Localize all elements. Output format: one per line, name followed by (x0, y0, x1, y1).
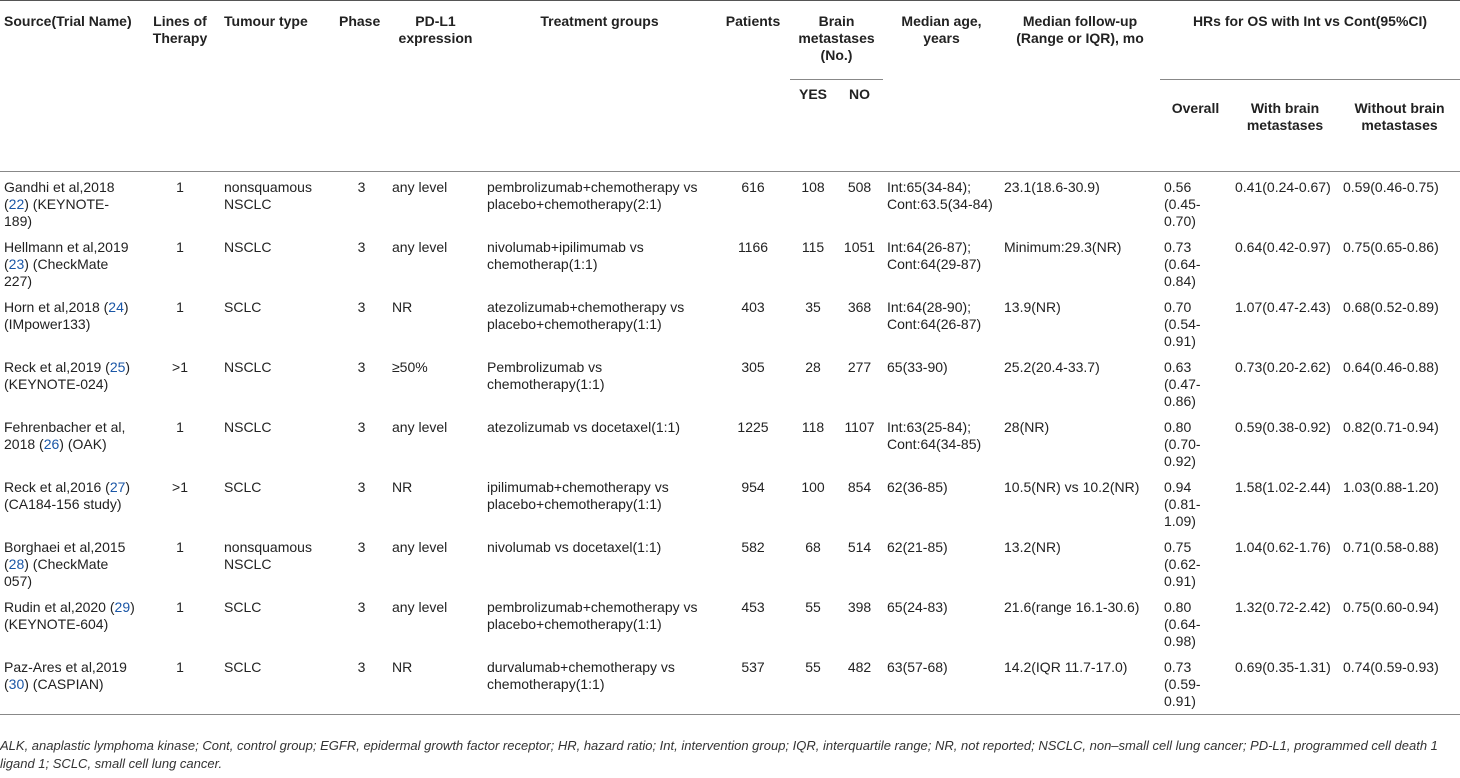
header-brain-mets: Brain metastases (No.) (790, 1, 883, 80)
cell-patients: 616 (716, 172, 790, 232)
cell-tumour: SCLC (224, 598, 262, 615)
cell-phase: 3 (357, 598, 366, 615)
cell-no: 398 (847, 598, 872, 615)
cell-pdl1: any level (388, 172, 483, 232)
cell-tumour: SCLC (224, 298, 262, 315)
cell-patients: 537 (716, 652, 790, 715)
reference-link[interactable]: 27 (109, 478, 126, 495)
header-phase: Phase (335, 1, 388, 172)
cell-patients: 954 (741, 478, 765, 495)
cell-pdl1: any level (392, 418, 448, 435)
cell-tumour: SCLC (220, 652, 335, 715)
cell-overall: 0.94 (0.81-1.09) (1164, 478, 1201, 529)
cell-age: Int:65(34-84); Cont:63.5(34-84) (883, 172, 1000, 232)
trial-name: ) (KEYNOTE-024) (4, 358, 131, 392)
cell-phase: 3 (357, 418, 366, 435)
reference-link[interactable]: 23 (8, 255, 25, 272)
cell-no: 508 (836, 172, 883, 232)
cell-no: 1051 (843, 238, 876, 255)
cell-tumour: SCLC (224, 478, 262, 495)
cell-followup: 28(NR) (1004, 418, 1050, 435)
header-lines: Lines of Therapy (140, 1, 220, 172)
cell-followup: 14.2(IQR 11.7-17.0) (1000, 652, 1160, 715)
cell-lines: 1 (176, 598, 184, 615)
header-no: NO (836, 80, 883, 117)
cell-without-bm: 0.82(0.71-0.94) (1343, 418, 1439, 435)
cell-patients: 1166 (737, 238, 769, 255)
trial-name: ) (OAK) (59, 435, 107, 452)
cell-without-bm: 1.03(0.88-1.20) (1343, 478, 1439, 495)
cell-lines: >1 (172, 478, 188, 495)
cell-treatment: atezolizumab+chemotherapy vs placebo+chemotherapy(1:1) (487, 298, 685, 332)
cell-source (0, 592, 140, 652)
cell-overall: 0.80 (0.64-0.98) (1164, 598, 1201, 649)
reference-link[interactable]: 29 (114, 598, 131, 615)
trial-name: ) (CA184-156 study) (4, 478, 131, 512)
cell-treatment: nivolumab vs docetaxel(1:1) (487, 538, 662, 555)
header-pdl1: PD-L1 expression (388, 1, 483, 172)
cell-age: 65(24-83) (887, 598, 948, 615)
cell-overall: 0.75 (0.62-0.91) (1164, 538, 1201, 589)
cell-source (0, 292, 140, 352)
header-source: Source(Trial Name) (0, 1, 140, 172)
cell-age: 62(36-85) (887, 478, 948, 495)
cell-without-bm: 0.59(0.46-0.75) (1339, 172, 1460, 232)
cell-phase: 3 (357, 478, 366, 495)
cell-tumour: NSCLC (224, 358, 272, 375)
cell-age: 62(21-85) (887, 538, 948, 555)
cell-with-bm: 1.32(0.72-2.42) (1235, 598, 1331, 615)
cell-phase: 3 (335, 652, 388, 715)
cell-with-bm: 1.58(1.02-2.44) (1235, 478, 1331, 495)
cell-followup: Minimum:29.3(NR) (1004, 238, 1122, 255)
cell-no: 482 (836, 652, 883, 715)
cell-without-bm: 0.74(0.59-0.93) (1339, 652, 1460, 715)
cell-pdl1: any level (392, 238, 448, 255)
header-row (0, 1, 1460, 80)
cell-yes: 118 (801, 418, 825, 435)
reference-link[interactable]: 25 (109, 358, 126, 375)
reference-link[interactable]: 28 (8, 555, 25, 572)
footnote: ALK, anaplastic lymphoma kinase; Cont, control group; EGFR, epidermal growth factor receptor; HR, hazard ratio; Int, intervention group; IQR, interquartile range; NR, not reported; NSCLC, non–small cell lung cancer; PD-L1, programmed cell death 1 ligand 1; SCLC, small cell lung cancer. (0, 738, 1438, 771)
cell-patients: 453 (741, 598, 765, 615)
source-text: Reck et al,2019 ( (4, 358, 110, 375)
cell-pdl1: any level (392, 538, 448, 555)
cell-with-bm: 0.59(0.38-0.92) (1235, 418, 1331, 435)
cell-yes: 68 (805, 538, 821, 555)
cell-yes: 115 (801, 238, 825, 255)
cell-without-bm: 0.64(0.46-0.88) (1343, 358, 1439, 375)
cell-patients: 305 (741, 358, 765, 375)
cell-phase: 3 (357, 538, 366, 555)
table-body (0, 172, 1460, 715)
cell-treatment: pembrolizumab+chemotherapy vs placebo+chemotherapy(1:1) (487, 598, 698, 632)
header-overall: Overall (1160, 80, 1231, 172)
cell-yes: 100 (801, 478, 825, 495)
reference-link[interactable]: 24 (108, 298, 124, 315)
cell-overall: 0.73 (0.59-0.91) (1160, 652, 1231, 715)
table-row (0, 232, 1460, 292)
cell-phase: 3 (357, 358, 366, 375)
table-row (0, 472, 1460, 532)
cell-lines: 1 (140, 652, 220, 715)
cell-age: Int:63(25-84); Cont:64(34-85) (887, 418, 982, 452)
cell-source (0, 412, 140, 472)
header-followup: Median follow-up (Range or IQR), mo (1000, 1, 1160, 172)
cell-source (0, 652, 140, 715)
trial-name: ) (CheckMate 227) (4, 255, 109, 289)
cell-with-bm: 0.64(0.42-0.97) (1235, 238, 1331, 255)
cell-no: 368 (847, 298, 872, 315)
cell-phase: 3 (335, 172, 388, 232)
cell-with-bm: 0.73(0.20-2.62) (1235, 358, 1331, 375)
trial-name: ) (KEYNOTE-189) (4, 196, 110, 229)
cell-age: 63(57-68) (883, 652, 1000, 715)
table-row (0, 352, 1460, 412)
cell-followup: 23.1(18.6-30.9) (1000, 172, 1160, 232)
cell-no: 854 (847, 478, 872, 495)
cell-no: 514 (847, 538, 872, 555)
source-text: Horn et al,2018 ( (4, 298, 109, 315)
cell-lines: 1 (140, 172, 220, 232)
cell-tumour: NSCLC (224, 418, 272, 435)
cell-with-bm: 0.41(0.24-0.67) (1231, 172, 1339, 232)
cell-age: Int:64(28-90); Cont:64(26-87) (887, 298, 982, 332)
cell-lines: 1 (176, 238, 184, 255)
cell-lines: 1 (176, 298, 184, 315)
header-treatment: Treatment groups (483, 1, 716, 172)
header-patients: Patients (716, 1, 790, 172)
cell-yes: 28 (805, 358, 821, 375)
trial-name: ) (IMpower133) (4, 298, 129, 332)
source-text: Borghaei et al,2015 ( (4, 538, 126, 572)
cell-pdl1: any level (392, 598, 448, 615)
cell-overall: 0.73 (0.64-0.84) (1164, 238, 1201, 289)
cell-followup: 25.2(20.4-33.7) (1004, 358, 1100, 375)
source-text: Rudin et al,2020 ( (4, 598, 115, 615)
trial-name: ) (CASPIAN) (24, 675, 104, 692)
table-row (0, 172, 1460, 232)
source-text: Fehrenbacher et al, 2018 ( (4, 418, 126, 452)
table-row (0, 592, 1460, 652)
cell-with-bm: 0.69(0.35-1.31) (1231, 652, 1339, 715)
cell-source (0, 532, 140, 592)
cell-treatment: nivolumab+ipilimumab vs chemotherap(1:1) (487, 238, 644, 272)
cell-treatment: Pembrolizumab vs chemotherapy(1:1) (487, 358, 605, 392)
cell-lines: 1 (176, 418, 184, 435)
reference-link[interactable]: 30 (8, 675, 25, 692)
cell-without-bm: 0.75(0.65-0.86) (1343, 238, 1439, 255)
cell-source (0, 472, 140, 532)
cell-overall: 0.63 (0.47-0.86) (1164, 358, 1201, 409)
reference-link[interactable]: 22 (8, 196, 25, 212)
cell-overall: 0.80 (0.70-0.92) (1164, 418, 1201, 469)
trial-name: ) (KEYNOTE-604) (4, 598, 135, 632)
cell-yes: 55 (805, 598, 821, 615)
source-text: Paz-Ares et al,2019 ( (4, 658, 127, 692)
cell-pdl1: NR (392, 478, 413, 495)
header-with-bm: With brain metastases (1231, 80, 1339, 172)
cell-with-bm: 1.07(0.47-2.43) (1235, 298, 1331, 315)
cell-treatment: atezolizumab vs docetaxel(1:1) (487, 418, 680, 435)
cell-source (0, 232, 140, 292)
header-hrs: HRs for OS with Int vs Cont(95%CI) (1160, 1, 1460, 80)
header-without-bm: Without brain metastases (1339, 80, 1460, 172)
table-row (0, 652, 1460, 715)
cell-overall: 0.70 (0.54-0.91) (1164, 298, 1201, 349)
cell-source (0, 352, 140, 412)
source-text: Hellmann et al,2019 ( (4, 238, 129, 272)
cell-age: Int:64(26-87); Cont:64(29-87) (887, 238, 982, 272)
cell-without-bm: 0.75(0.60-0.94) (1343, 598, 1439, 615)
cell-lines: >1 (172, 358, 188, 375)
source-text: Gandhi et al,2018 ( (4, 179, 115, 212)
source-text: Reck et al,2016 ( (4, 478, 110, 495)
cell-with-bm: 1.04(0.62-1.76) (1235, 538, 1331, 555)
cell-tumour: nonsquamous NSCLC (220, 172, 335, 232)
cell-followup: 13.2(NR) (1004, 538, 1061, 555)
cell-treatment: durvalumab+chemotherapy vs chemotherapy(1:1) (483, 652, 716, 715)
cell-without-bm: 0.71(0.58-0.88) (1343, 538, 1439, 555)
cell-tumour: NSCLC (224, 238, 272, 255)
cell-phase: 3 (357, 238, 366, 255)
header-tumour: Tumour type (220, 1, 335, 172)
table-row (0, 532, 1460, 592)
cell-yes: 55 (790, 652, 836, 715)
table-row (0, 292, 1460, 352)
cell-phase: 3 (357, 298, 366, 315)
cell-yes: 35 (805, 298, 821, 315)
cell-without-bm: 0.68(0.52-0.89) (1343, 298, 1439, 315)
trial-name: ) (CheckMate 057) (4, 555, 109, 589)
cell-followup: 21.6(range 16.1-30.6) (1004, 598, 1140, 615)
cell-pdl1: NR (388, 652, 483, 715)
cell-no: 277 (847, 358, 872, 375)
cell-pdl1: NR (392, 298, 413, 315)
cell-source (0, 172, 140, 232)
cell-treatment: pembrolizumab+chemotherapy vs placebo+chemotherapy(2:1) (483, 172, 716, 232)
cell-age: 65(33-90) (887, 358, 948, 375)
cell-patients: 582 (741, 538, 765, 555)
cell-yes: 108 (790, 172, 836, 232)
cell-tumour: nonsquamous NSCLC (224, 538, 312, 572)
table-row (0, 412, 1460, 472)
cell-followup: 10.5(NR) vs 10.2(NR) (1004, 478, 1140, 495)
cell-patients: 403 (741, 298, 765, 315)
cell-lines: 1 (176, 538, 184, 555)
cell-no: 1107 (844, 418, 875, 435)
cell-patients: 1225 (737, 418, 769, 435)
header-age: Median age, years (883, 1, 1000, 172)
cell-treatment: ipilimumab+chemotherapy vs placebo+chemotherapy(1:1) (487, 478, 669, 512)
cell-overall: 0.56 (0.45-0.70) (1160, 172, 1231, 232)
cell-pdl1: ≥50% (392, 358, 428, 375)
header-yes: YES (790, 80, 836, 117)
cell-followup: 13.9(NR) (1004, 298, 1061, 315)
reference-link[interactable]: 26 (43, 435, 60, 452)
